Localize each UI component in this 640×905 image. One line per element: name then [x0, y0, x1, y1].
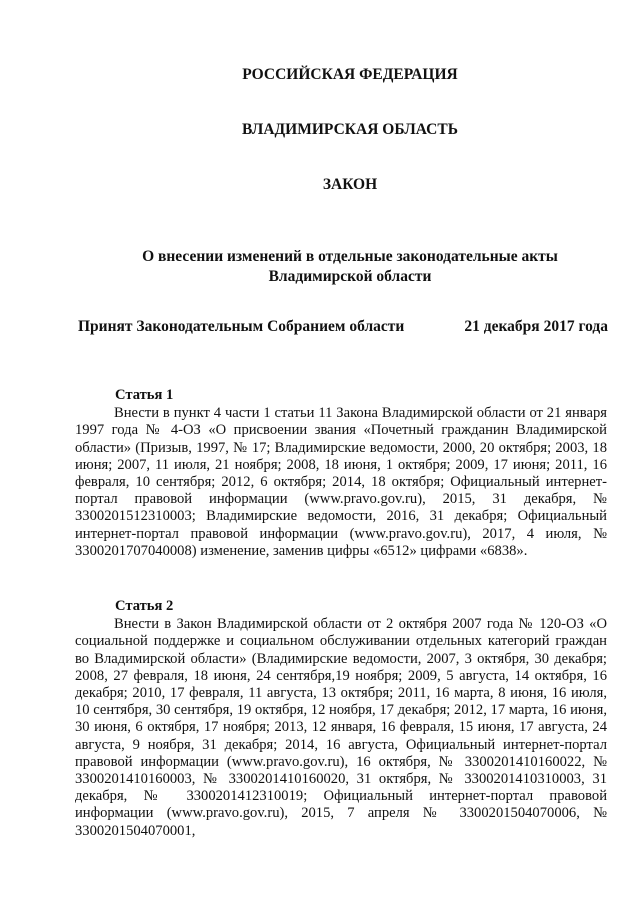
- law-title-line-2: Владимирской области: [268, 268, 432, 285]
- adoption-date: 21 декабря 2017 года: [464, 318, 608, 335]
- document-type-heading: ЗАКОН: [322, 176, 378, 193]
- article-1-heading: Статья 1: [115, 387, 174, 403]
- article-1-text: Внести в пункт 4 части 1 статьи 11 Закона Владимирской области от 21 января 1997 года № 4-ОЗ «О присвоении звания «Почетный гражданин Владимирской области» (Призыв, 1997, № 17; Владимирские ведомости, 2000, 20 октября; 2003, 18 июня; 2007, 11 июля, 21 ноября; 2008, 18 июня, 1 октября; 2009, 17 июня; 2011, 16 февраля, 10 сентября; 2012, 6 октября; 2014, 18 октября; Официальный интернет-портал правовой информации (www.pravo.gov.ru), 2015, 31 декабря, № 3300201512310003; Владимирские ведомости, 2016, 31 декабря; Официальный интернет-портал правовой информации (www.pravo.gov.ru), 2017, 4 июля, № 3300201707040008) изменение, заменив цифры «6512» цифрами «6838».: [75, 405, 607, 559]
- article-2-text: Внести в Закон Владимирской области от 2 октября 2007 года № 120-ОЗ «О социальной поддержке и социальном обслуживании отдельных категорий граждан во Владимирской области» (Владимирские ведомости, 2007, 3 октября, 30 декабря; 2008, 27 февраля, 18 июня, 24 сентября,19 ноября; 2009, 5 августа, 14 октября, 16 декабря; 2010, 17 февраля, 11 августа, 13 октября; 2011, 16 марта, 8 июня, 16 июля, 10 сентября, 30 сентября, 19 октября, 12 ноября, 17 декабря; 2012, 17 марта, 16 июня, 30 июня, 6 октября, 17 ноября; 2013, 12 января, 16 февраля, 15 июня, 17 августа, 24 августа, 9 ноября, 31 декабря; 2014, 16 августа, Официальный интернет-портал правовой информации (www.pravo.gov.ru), 16 октября, № 3300201410160022, № 3300201410160003, № 3300201410160020, 31 октября, № 3300201410310003, 31 декабря, № 3300201412310019; Официальный интернет-портал правовой информации (www.pravo.gov.ru), 2015, 7 апреля № 3300201504070006, № 3300201504070001,: [75, 616, 607, 839]
- article-1: [75, 387, 607, 560]
- article-2-heading: Статья 2: [115, 598, 174, 614]
- law-title: [0, 247, 640, 287]
- country-heading: РОССИЙСКАЯ ФЕДЕРАЦИЯ: [242, 66, 458, 83]
- law-title-line-1: О внесении изменений в отдельные законодательные акты: [142, 248, 558, 265]
- region-heading: ВЛАДИМИРСКАЯ ОБЛАСТЬ: [242, 121, 458, 138]
- adopted-by: Принят Законодательным Собранием области: [78, 318, 405, 335]
- article-2: [75, 598, 607, 840]
